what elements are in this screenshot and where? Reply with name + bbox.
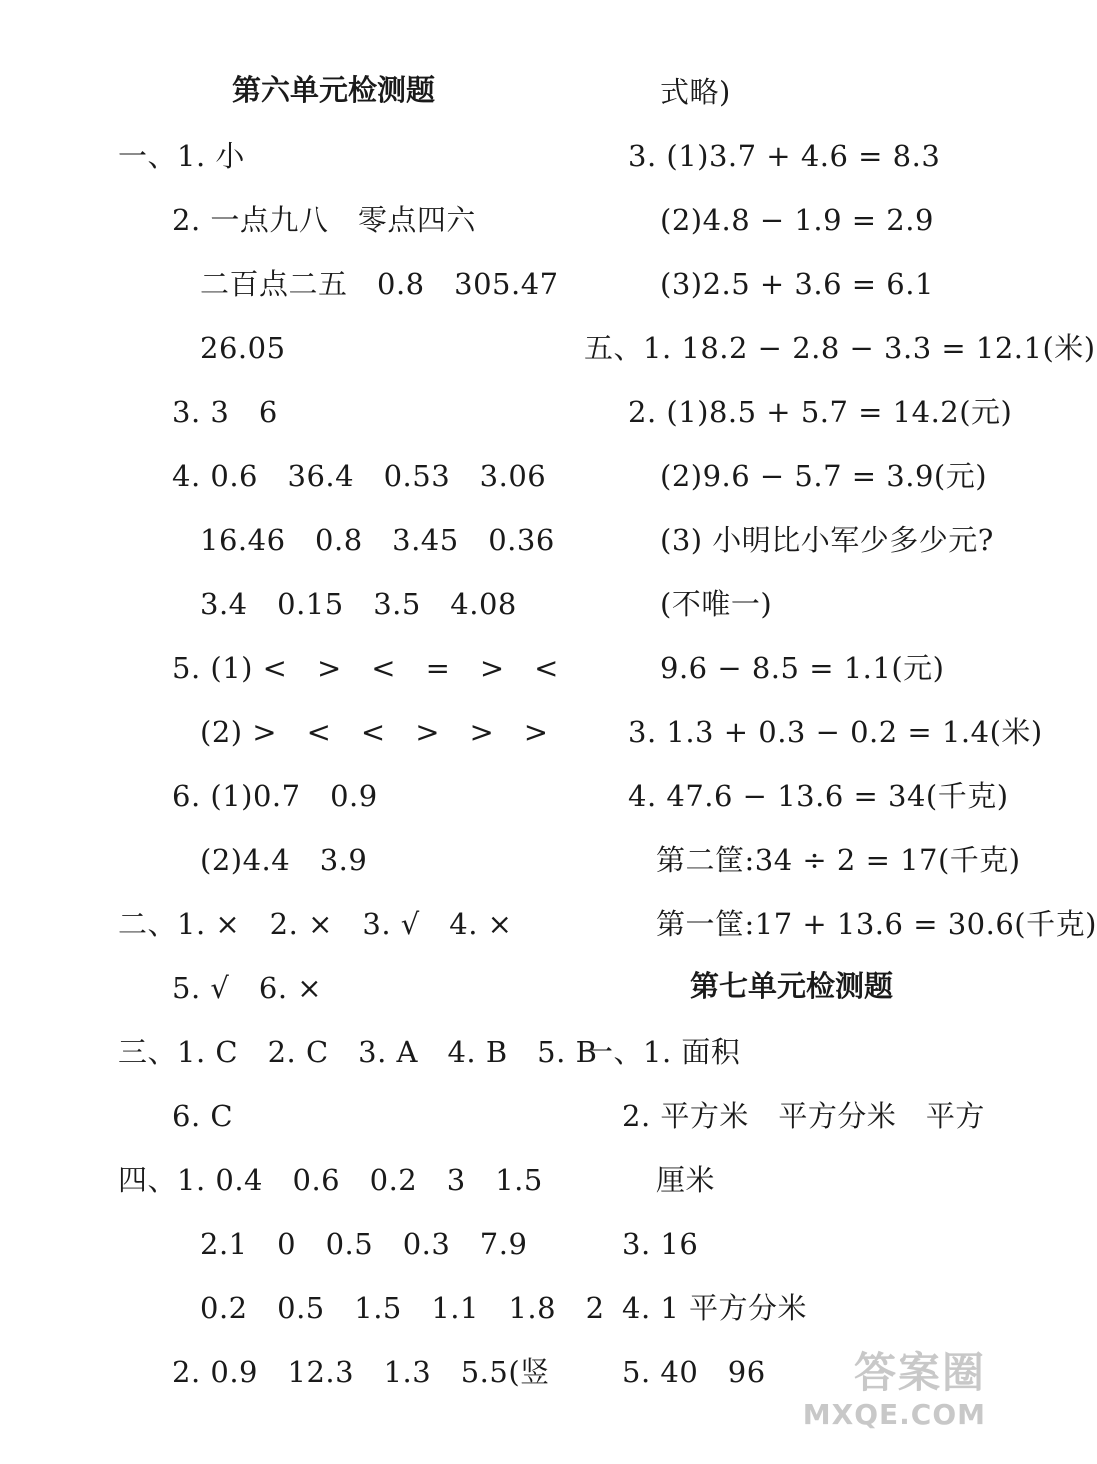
left-line: 四、1. 0.4 0.6 0.2 3 1.5 xyxy=(118,1163,543,1197)
right-line: 第一筐:17 + 13.6 = 30.6(千克) xyxy=(656,907,1097,941)
left-line: 2.1 0 0.5 0.3 7.9 xyxy=(200,1227,528,1261)
right-section-title: 第七单元检测题 xyxy=(690,969,894,1003)
right-line: (不唯一) xyxy=(660,587,773,621)
right-line: 一、1. 面积 xyxy=(584,1035,741,1069)
right-line: (3)2.5 + 3.6 = 6.1 xyxy=(660,267,934,301)
right-line: (2)4.8 − 1.9 = 2.9 xyxy=(660,203,934,237)
right-line: 9.6 − 8.5 = 1.1(元) xyxy=(660,651,945,685)
right-line: 4. 47.6 − 13.6 = 34(千克) xyxy=(628,779,1009,813)
right-line: 五、1. 18.2 − 2.8 − 3.3 = 12.1(米) xyxy=(584,331,1096,365)
left-line: (2)4.4 3.9 xyxy=(200,843,368,877)
watermark-top-text: 答案圈 xyxy=(853,1348,986,1397)
right-line: 3. 1.3 + 0.3 − 0.2 = 1.4(米) xyxy=(628,715,1043,749)
watermark-url-text: MXQE.COM xyxy=(802,1398,986,1431)
left-line: 5. √ 6. × xyxy=(172,971,323,1005)
left-line: 6. C xyxy=(172,1099,234,1133)
right-line: 4. 1 平方分米 xyxy=(622,1291,808,1325)
right-line: 厘米 xyxy=(656,1163,716,1197)
right-line: 3. 16 xyxy=(622,1227,699,1261)
right-line: (2)9.6 − 5.7 = 3.9(元) xyxy=(660,459,988,493)
left-section-title: 第六单元检测题 xyxy=(232,73,436,107)
right-line: 5. 40 96 xyxy=(622,1355,766,1389)
left-line: 二百点二五 0.8 305.47 xyxy=(200,267,559,301)
left-line: 3. 3 6 xyxy=(172,395,278,429)
right-line: 第二筐:34 ÷ 2 = 17(千克) xyxy=(656,843,1021,877)
right-line: 3. (1)3.7 + 4.6 = 8.3 xyxy=(628,139,941,173)
left-line: 3.4 0.15 3.5 4.08 xyxy=(200,587,517,621)
left-line: 4. 0.6 36.4 0.53 3.06 xyxy=(172,459,547,493)
left-line: 三、1. C 2. C 3. A 4. B 5. B xyxy=(118,1035,598,1069)
left-line: 6. (1)0.7 0.9 xyxy=(172,779,378,813)
left-line: 0.2 0.5 1.5 1.1 1.8 2 xyxy=(200,1291,605,1325)
left-line: 16.46 0.8 3.45 0.36 xyxy=(200,523,555,557)
left-line: 26.05 xyxy=(200,331,286,365)
left-line: 一、1. 小 xyxy=(118,139,245,173)
right-line: 式略) xyxy=(660,75,731,109)
right-line: 2. 平方米 平方分米 平方 xyxy=(622,1099,985,1133)
left-line: 5. (1) < > < = > < xyxy=(172,651,559,685)
left-line: 二、1. × 2. × 3. √ 4. × xyxy=(118,907,513,941)
left-line: 2. 0.9 12.3 1.3 5.5(竖 xyxy=(172,1355,550,1389)
watermark-logo xyxy=(796,1348,986,1458)
left-line: 2. 一点九八 零点四六 xyxy=(172,203,476,237)
right-line: (3) 小明比小军少多少元? xyxy=(660,523,994,557)
right-line: 2. (1)8.5 + 5.7 = 14.2(元) xyxy=(628,395,1013,429)
left-line: (2) > < < > > > xyxy=(200,715,549,749)
